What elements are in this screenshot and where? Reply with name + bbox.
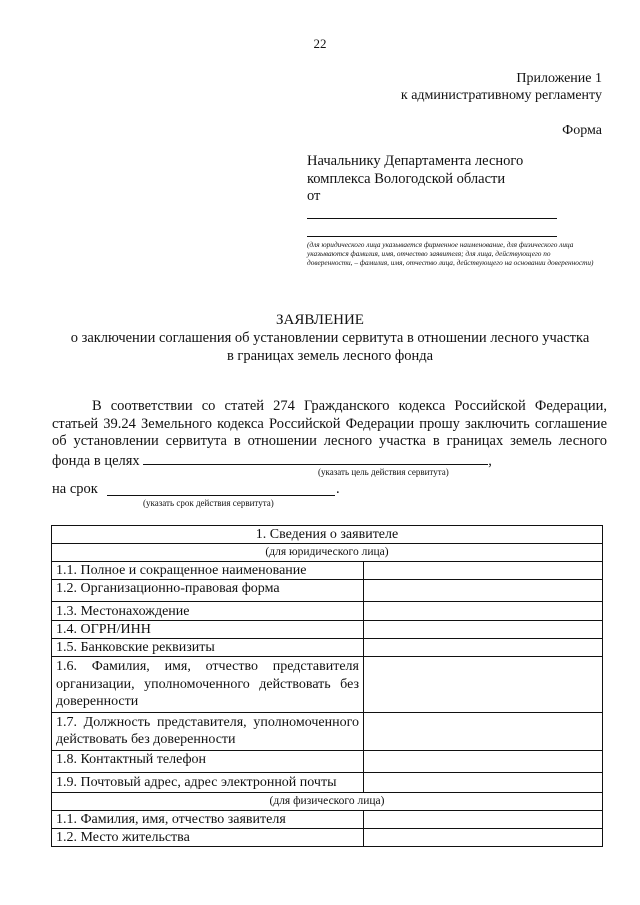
row-label: 1.1. Фамилия, имя, отчество заявителя [52, 810, 364, 828]
table-row [52, 602, 603, 621]
row-label [52, 712, 364, 750]
value-cell[interactable] [364, 580, 603, 602]
value-cell[interactable] [364, 810, 603, 828]
row-label: 1.8. Контактный телефон [52, 750, 364, 772]
table-row [52, 562, 603, 580]
table-row [52, 712, 603, 750]
value-cell[interactable] [364, 828, 603, 846]
table-row [52, 621, 603, 639]
value-cell[interactable] [364, 621, 603, 639]
applicant-info-table [51, 525, 603, 847]
row-label: 1.2. Место жительства [52, 828, 364, 846]
addressee-hint: (для юридического лица указывается фирменное наименование, для физического лица указываются фамилия, имя, отчество заявителя; для лица, действующего по доверенности, – фамилия, имя, отчество лица, действующего на основании доверенности) [307, 240, 594, 268]
term-label: на срок [52, 481, 98, 497]
subtitle-line-1: о заключении соглашения об установлении сервитута в отношении лесного участка [70, 330, 590, 346]
addressee-from: от [307, 188, 321, 204]
addressee-blank-line-2 [307, 236, 557, 237]
value-cell[interactable] [364, 772, 603, 792]
appendix-header [401, 70, 602, 104]
page-number: 22 [313, 36, 327, 51]
row-label-text: 1.6. Фамилия, имя, отчество представителя организации, уполномоченного действовать без доверенности [56, 659, 359, 709]
addressee-block [307, 153, 523, 206]
legal-entity-caption: (для юридического лица) [52, 544, 603, 562]
purpose-caption: (указать цель действия сервитута) [318, 467, 449, 477]
table-row [52, 810, 603, 828]
value-cell[interactable] [364, 602, 603, 621]
table-row [52, 580, 603, 602]
row-label-text: 1.7. Должность представителя, уполномоченного действовать без доверенности [56, 714, 359, 747]
body-paragraph: В соответствии со статей 274 Гражданского кодекса Российской Федерации, статьей 39.24 Земельного кодекса Российской Федерации прошу заключить соглашение об установлении сервитута в отношении лесного участка в границах земель лесного фонда в целях [52, 398, 607, 469]
subtitle-line-2: в границах земель лесного фонда [226, 347, 434, 364]
value-cell[interactable] [364, 639, 603, 657]
row-label [52, 657, 364, 713]
value-cell[interactable] [364, 750, 603, 772]
table-row [52, 828, 603, 846]
value-cell[interactable] [364, 657, 603, 713]
document-subtitle [50, 330, 610, 365]
physical-person-caption: (для физического лица) [52, 792, 603, 810]
table-row [52, 639, 603, 657]
purpose-blank-line [143, 451, 488, 465]
addressee-blank-line-1 [307, 218, 557, 219]
term-period: . [336, 481, 340, 497]
document-title: ЗАЯВЛЕНИЕ [276, 312, 364, 328]
table-row [52, 750, 603, 772]
term-blank-line [107, 495, 335, 496]
row-label [52, 772, 364, 792]
table-row [52, 657, 603, 713]
row-label-text: 1.9. Почтовый адрес, адрес электронной почты [56, 774, 337, 790]
form-label: Форма [562, 123, 602, 138]
row-label: 1.3. Местонахождение [52, 602, 364, 621]
addressee-line-2: комплекса Вологодской области [307, 170, 506, 187]
term-caption: (указать срок действия сервитута) [143, 498, 274, 508]
section-title: 1. Сведения о заявителе [52, 526, 603, 544]
row-label: 1.2. Организационно-правовая форма [52, 580, 364, 602]
row-label: 1.5. Банковские реквизиты [52, 639, 364, 657]
row-label: 1.1. Полное и сокращенное наименование [52, 562, 364, 580]
value-cell[interactable] [364, 712, 603, 750]
table-row [52, 772, 603, 792]
addressee-line-1: Начальнику Департамента лесного [307, 153, 524, 169]
row-label: 1.4. ОГРН/ИНН [52, 621, 364, 639]
appendix-line-2: к административному регламенту [400, 88, 602, 103]
application-body: В соответствии со статей 274 Гражданского кодекса Российской Федерации, статьей 39.24 Земельного кодекса Российской Федерации прошу заключить соглашение об установлении сервитута в отношении лесного участка в границах земель лесного фонда в целях , [52, 398, 607, 469]
value-cell[interactable] [364, 562, 603, 580]
appendix-line-1: Приложение 1 [516, 71, 602, 86]
